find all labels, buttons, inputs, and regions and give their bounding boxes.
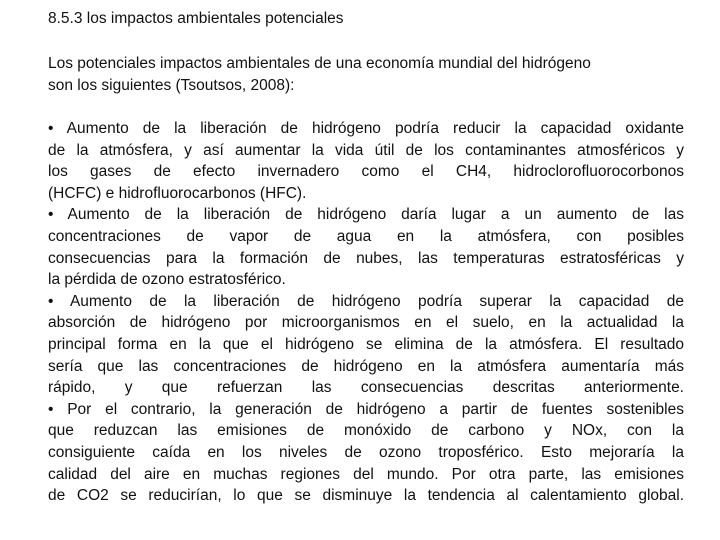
bullet-4-line: de CO2 se reducirían, lo que se disminuye la tendencia al calentamiento global. bbox=[48, 487, 684, 505]
bullet-1-line: los gases de efecto invernadero como el CH4, hidroclorofluorocorbonos bbox=[48, 163, 684, 181]
bullet-2-line: concentraciones de vapor de agua en la atmósfera, con posibles bbox=[48, 227, 684, 245]
bullet-2-line: • Aumento de la liberación de hidrógeno daría lugar a un aumento de las bbox=[48, 206, 684, 224]
intro-paragraph bbox=[48, 53, 688, 96]
section-heading: 8.5.3 los impactos ambientales potenciales bbox=[48, 10, 344, 27]
intro-line: son los siguientes (Tsoutsos, 2008): bbox=[48, 76, 295, 94]
bullet-4-line: • Por el contrario, la generación de hidrógeno a partir de fuentes sostenibles bbox=[48, 400, 684, 418]
bullet-1-line: (HCFC) e hidrofluorocarbonos (HFC). bbox=[48, 184, 307, 202]
impacts-list bbox=[48, 118, 684, 507]
bullet-3-line: • Aumento de la liberación de hidrógeno podría superar la capacidad de bbox=[48, 292, 684, 310]
bullet-1-line: • Aumento de la liberación de hidrógeno podría reducir la capacidad oxidante bbox=[48, 120, 684, 137]
bullet-2-line: la pérdida de ozono estratosférico. bbox=[48, 271, 286, 289]
bullet-3-line: principal forma en la que el hidrógeno se elimina de la atmósfera. El resultado bbox=[48, 335, 684, 353]
bullet-4-line: consiguiente caída en los niveles de ozono troposférico. Esto mejoraría la bbox=[48, 443, 684, 461]
bullet-4-line: calidad del aire en muchas regiones del mundo. Por otra parte, las emisiones bbox=[48, 465, 684, 483]
bullet-1-line: de la atmósfera, y así aumentar la vida útil de los contaminantes atmosféricos y bbox=[48, 141, 684, 159]
bullet-3-line: rápido, y que refuerzan las consecuencias descritas anteriormente. bbox=[48, 379, 684, 397]
bullet-4-line: que reduzcan las emisiones de monóxido de carbono y NOx, con la bbox=[48, 422, 684, 440]
bullet-2-line: consecuencias para la formación de nubes, las temperaturas estratosféricas y bbox=[48, 249, 684, 267]
bullet-3-line: absorción de hidrógeno por microorganismos en el suelo, en la actualidad la bbox=[48, 314, 684, 332]
bullet-3-line: sería que las concentraciones de hidrógeno en la atmósfera aumentaría más bbox=[48, 357, 684, 375]
intro-line: Los potenciales impactos ambientales de una economía mundial del hidrógeno bbox=[48, 55, 591, 72]
